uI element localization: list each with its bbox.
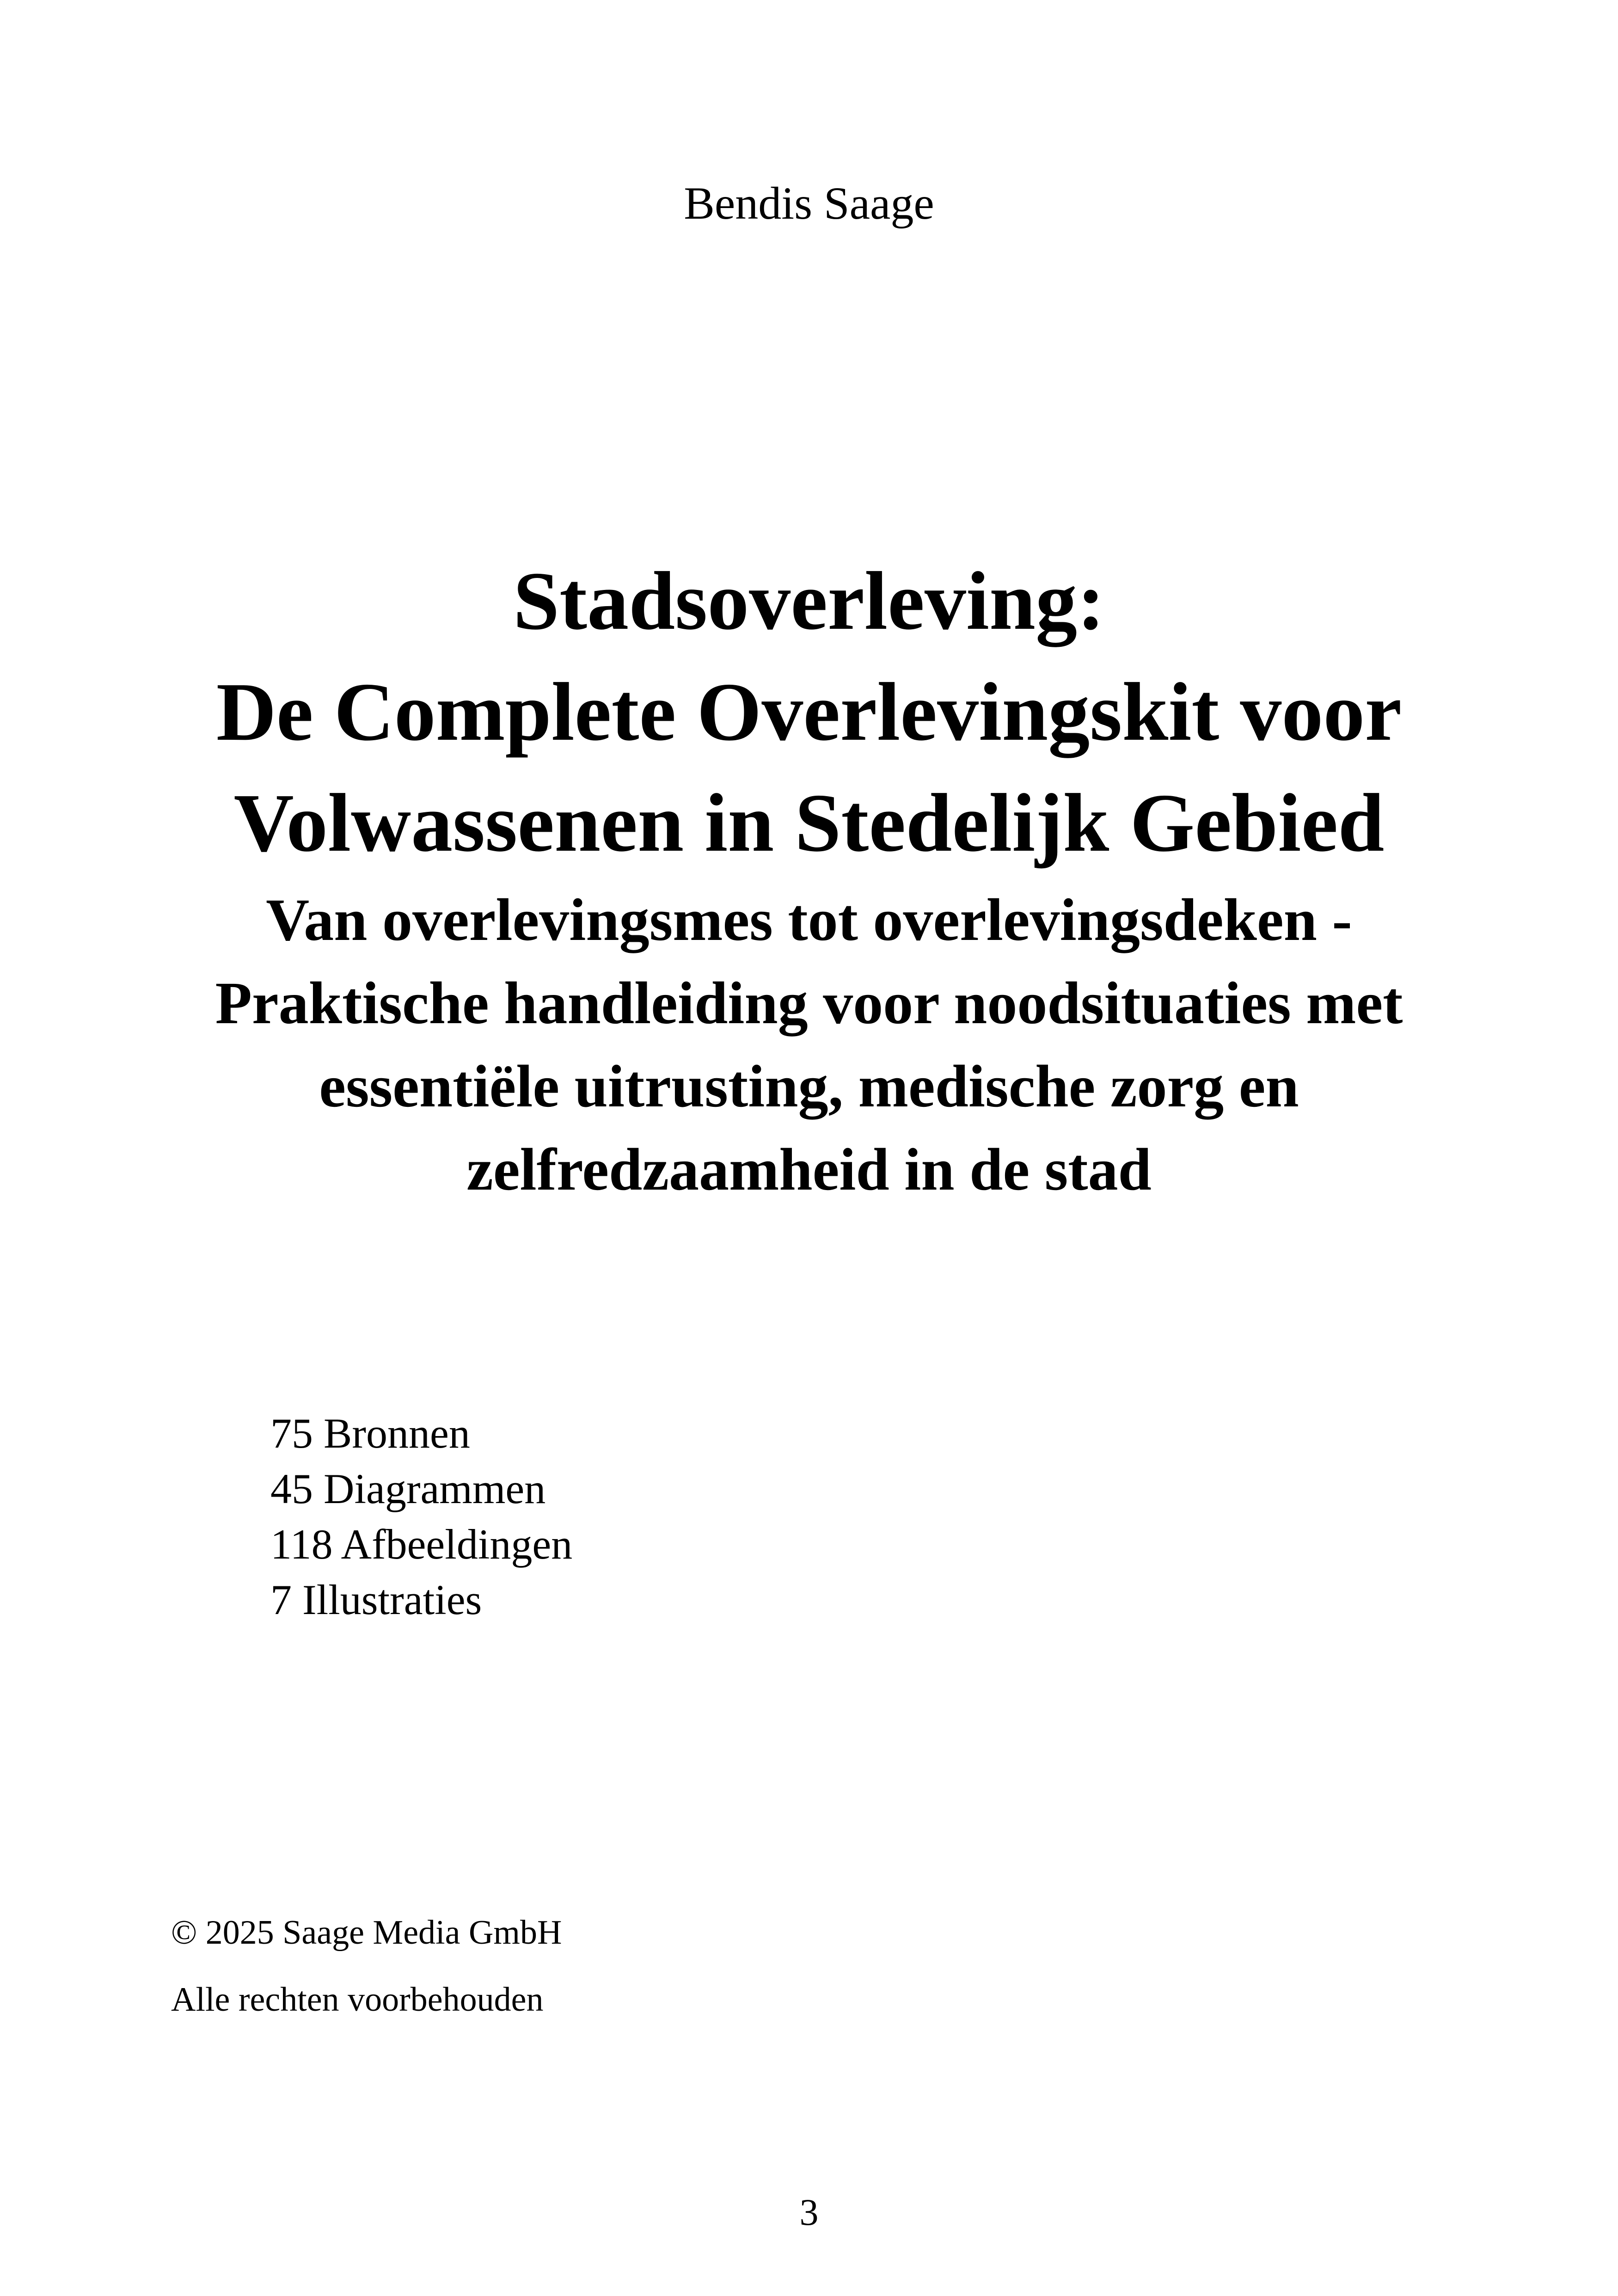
book-title-line-3: Volwassenen in Stedelijk Gebied <box>233 777 1385 869</box>
stat-illustrations: 7 Illustraties <box>270 1576 482 1623</box>
content-stats-list <box>270 1406 572 1627</box>
book-subtitle-line-3: essentiële uitrusting, medische zorg en <box>319 1053 1299 1120</box>
title-block <box>139 546 1479 1211</box>
book-subtitle-line-4: zelfredzaamheid in de stad <box>466 1136 1152 1203</box>
copyright-notice: © 2025 Saage Media GmbH <box>171 1914 562 1952</box>
rights-notice: Alle rechten voorbehouden <box>171 1981 544 2019</box>
book-title-line-1: Stadsoverleving: <box>513 555 1105 647</box>
author-name: Bendis Saage <box>684 178 934 229</box>
book-subtitle-line-2: Praktische handleiding voor noodsituaties met <box>215 970 1403 1037</box>
book-title-line-2: De Complete Overlevingskit voor <box>216 666 1402 758</box>
stat-images: 118 Afbeeldingen <box>270 1521 573 1568</box>
page-number: 3 <box>799 2191 819 2233</box>
stat-diagrams: 45 Diagrammen <box>270 1465 546 1512</box>
stat-sources: 75 Bronnen <box>270 1410 470 1457</box>
book-subtitle-line-1: Van overlevingsmes tot overlevingsdeken - <box>266 887 1352 953</box>
